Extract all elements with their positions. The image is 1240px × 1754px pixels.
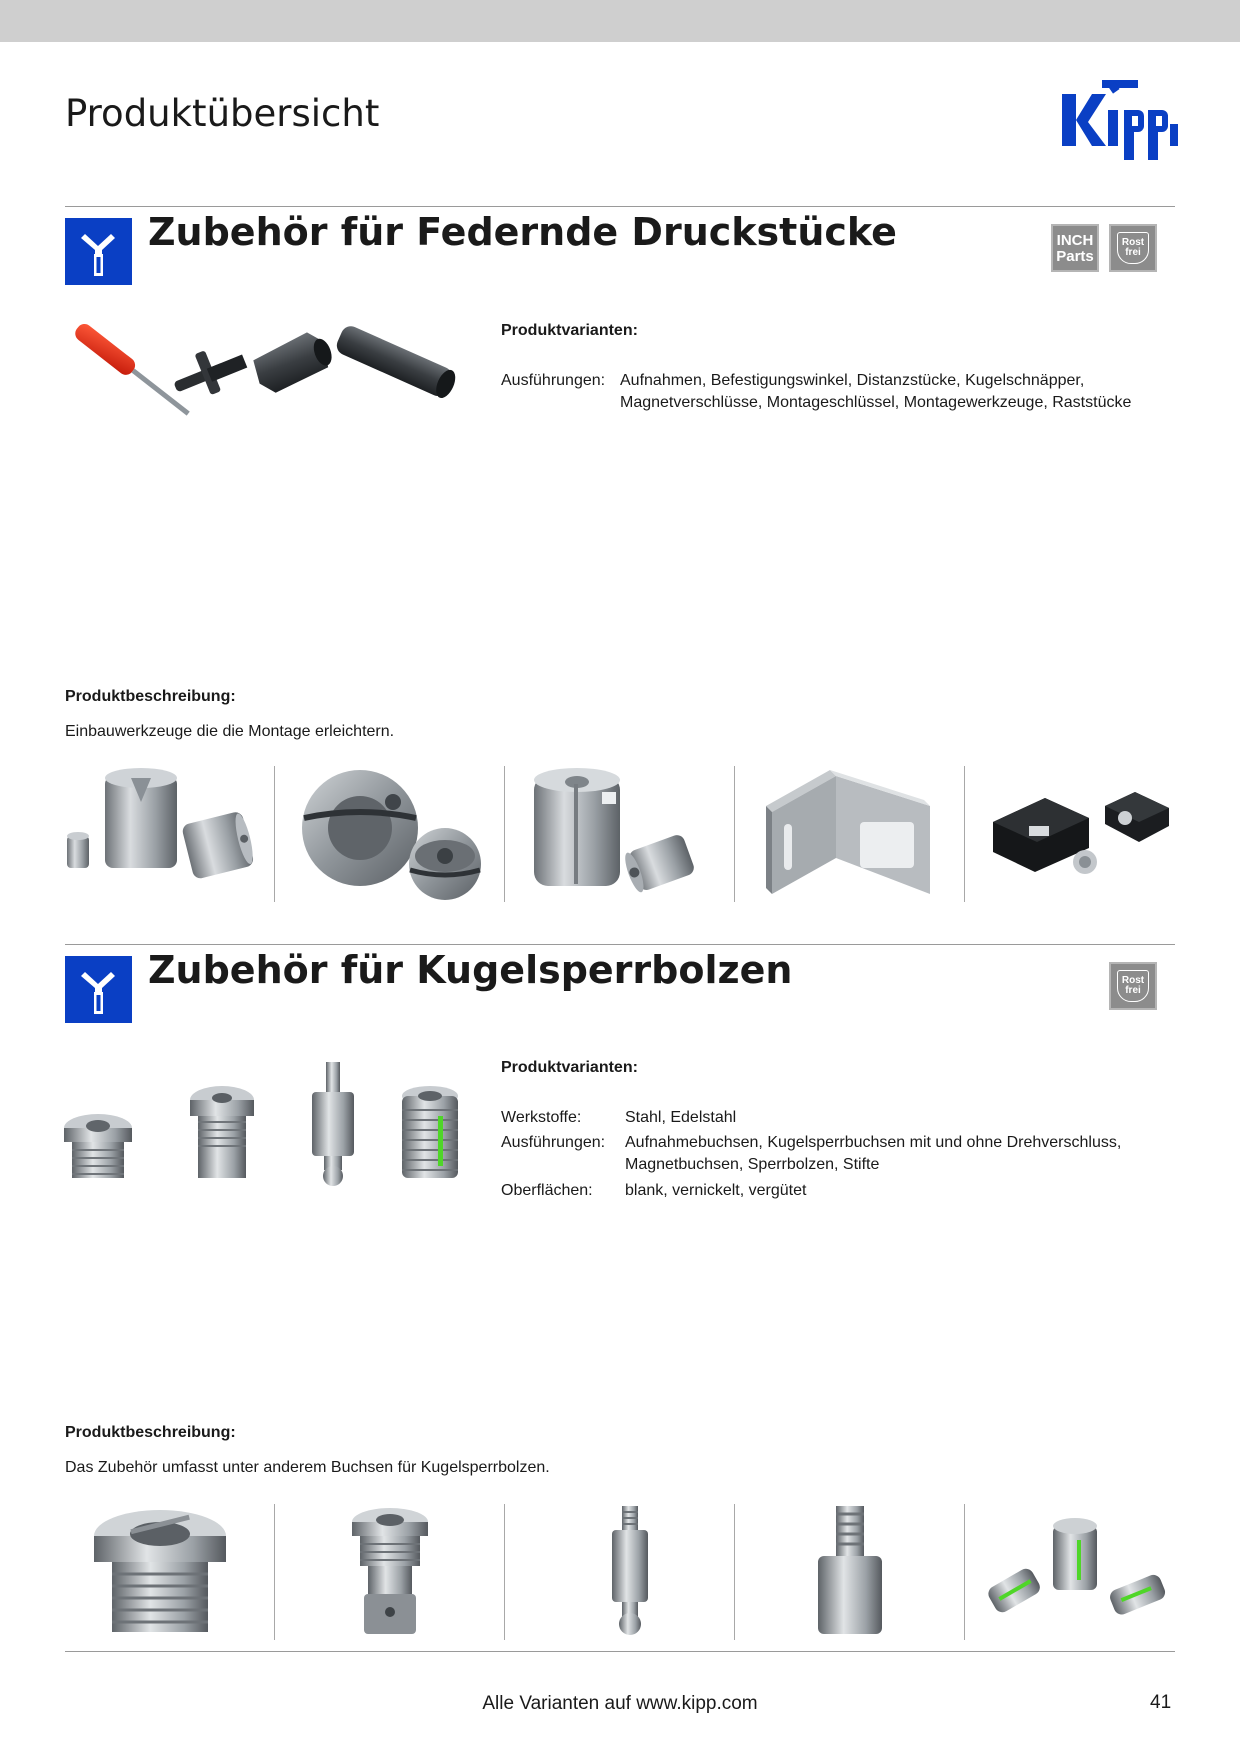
product-photo-bushings: [62, 1060, 482, 1192]
section-title: Zubehör für Federnde Druckstücke: [148, 210, 897, 254]
product-thumb-mounting-bracket: [750, 766, 950, 902]
footer-link-text: Alle Varianten auf www.kipp.com: [482, 1693, 758, 1714]
variants-heading: Produktvarianten:: [501, 322, 638, 339]
pin-tool-icon: [65, 956, 132, 1023]
page-title: Produktübersicht: [65, 92, 380, 135]
thumb-divider: [274, 1504, 275, 1640]
variants-heading: Produktvarianten:: [501, 1059, 638, 1076]
description-heading: Produktbeschreibung:: [65, 688, 236, 705]
variants-label: Ausführungen:: [501, 372, 606, 389]
thumb-divider: [964, 766, 965, 902]
rostfrei-badge: [1109, 224, 1157, 272]
werkstoffe-value: Stahl, Edelstahl: [625, 1109, 737, 1126]
footer-rule: [65, 1651, 1175, 1652]
section-rule: [65, 206, 1175, 207]
thumb-divider: [504, 766, 505, 902]
kipp-logo: [1062, 74, 1182, 166]
inch-parts-badge: [1051, 224, 1099, 272]
werkstoffe-label: Werkstoffe:: [501, 1109, 582, 1126]
product-thumb-receptacle-bushing: [90, 1504, 240, 1640]
oberflaechen-value: blank, vernickelt, vergütet: [625, 1182, 807, 1199]
pin-tool-icon: [65, 218, 132, 285]
product-thumb-locking-pin: [600, 1504, 660, 1640]
product-thumb-distance-pieces: [65, 766, 275, 902]
top-band: [0, 0, 1240, 42]
rostfrei-badge: [1109, 962, 1157, 1010]
description-heading: Produktbeschreibung:: [65, 1424, 236, 1441]
ausfuehrungen-value: Aufnahmebuchsen, Kugelsperrbuchsen mit und ohne Drehverschluss,: [625, 1134, 1122, 1151]
thumb-divider: [504, 1504, 505, 1640]
section-title: Zubehör für Kugelsperrbolzen: [148, 948, 793, 992]
variants-value: Magnetverschlüsse, Montageschlüssel, Montagewerkzeuge, Raststücke: [620, 394, 1132, 411]
description-text: Einbauwerkzeuge die die Montage erleichtern.: [65, 723, 395, 740]
ausfuehrungen-value: Magnetbuchsen, Sperrbolzen, Stifte: [625, 1156, 880, 1173]
thumb-divider: [734, 1504, 735, 1640]
variants-value: Aufnahmen, Befestigungswinkel, Distanzstücke, Kugelschnäpper,: [620, 372, 1085, 389]
badge-text: frei: [1125, 985, 1141, 996]
product-thumb-receptacles: [290, 766, 490, 902]
product-thumb-ball-lock-bushing: [340, 1504, 450, 1640]
badge-text: Rost: [1121, 975, 1145, 986]
badge-text: Parts: [1056, 248, 1094, 265]
badge-text: INCH: [1056, 232, 1094, 249]
badge-text: frei: [1125, 247, 1141, 258]
thumb-divider: [964, 1504, 965, 1640]
ausfuehrungen-label: Ausführungen:: [501, 1134, 606, 1151]
badge-text: Rost: [1121, 237, 1145, 248]
description-text: Das Zubehör umfasst unter anderem Buchsen für Kugelsperrbolzen.: [65, 1459, 550, 1476]
thumb-divider: [274, 766, 275, 902]
product-thumb-ball-catches: [520, 766, 720, 902]
thumb-divider: [734, 766, 735, 902]
product-thumb-threaded-pin: [810, 1504, 890, 1640]
section-rule: [65, 944, 1175, 945]
product-thumb-magnetic-catches: [985, 766, 1180, 902]
product-photo-tools: [65, 318, 480, 448]
oberflaechen-label: Oberflächen:: [501, 1182, 593, 1199]
page-number: 41: [1150, 1692, 1172, 1713]
product-thumb-magnetic-bushings: [985, 1504, 1180, 1640]
